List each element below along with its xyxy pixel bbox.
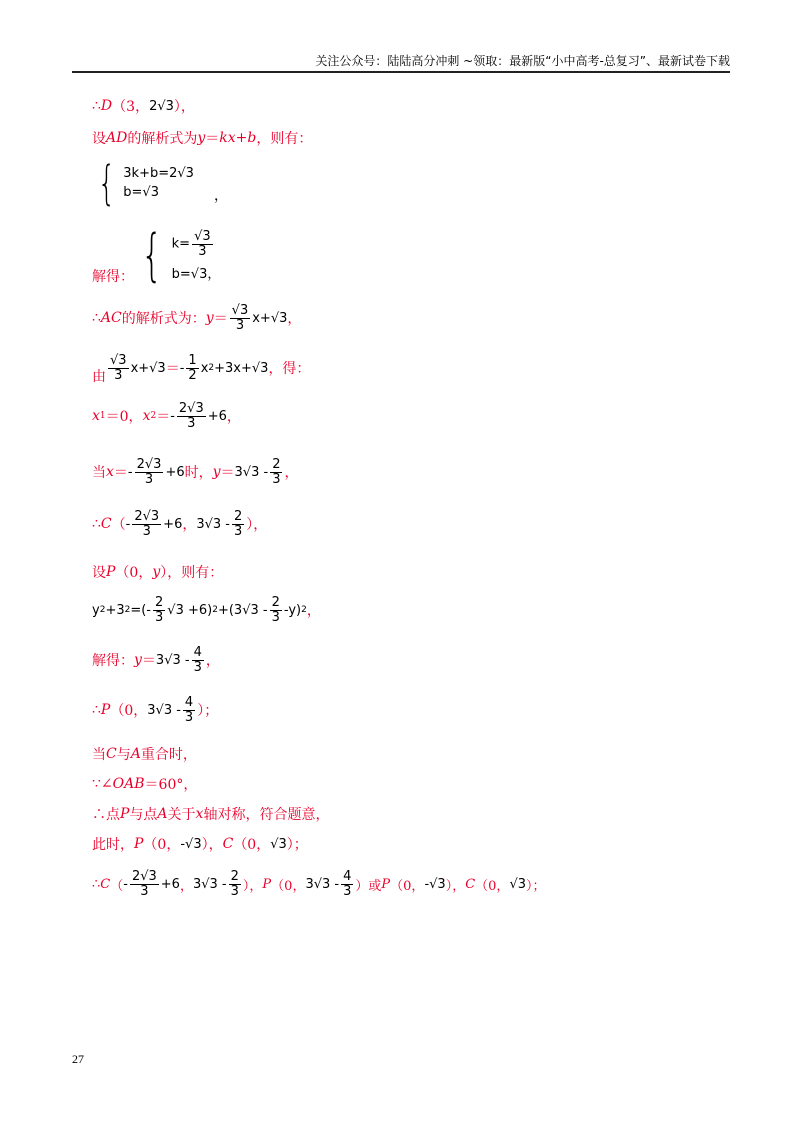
text: b=√3 <box>171 266 208 282</box>
text: ＝60°， <box>144 777 198 793</box>
solve-label: 解得： <box>92 269 134 285</box>
equals: ＝ <box>165 361 180 377</box>
text: 当 <box>92 465 106 482</box>
minus: - <box>127 464 133 480</box>
exponent: 2 <box>212 605 218 616</box>
numerator: 2√3 <box>178 401 204 416</box>
math-term: +6 <box>163 516 183 532</box>
equation: 3k+b=2√3 <box>123 166 194 181</box>
equation: b=√3 <box>123 185 159 200</box>
denominator: 3 <box>193 659 202 675</box>
left-brace: { <box>141 223 163 288</box>
math-term: +6 <box>165 464 185 480</box>
math-term: +6 <box>160 876 180 892</box>
solution-line-10 <box>92 562 223 582</box>
point-label: C <box>465 876 476 892</box>
text: ）， <box>242 878 263 894</box>
solution-line-17 <box>92 834 308 854</box>
solution-line-1 <box>92 96 195 116</box>
denominator: 3 <box>271 609 280 625</box>
text: ，得： <box>268 361 311 377</box>
text: （0， <box>110 703 148 720</box>
point-label: P <box>262 876 272 892</box>
numerator: 2 <box>230 869 239 884</box>
therefore-symbol: ∴ <box>92 310 101 327</box>
subscript: 2 <box>150 411 157 422</box>
math-term: 3√3 - <box>196 516 230 532</box>
denominator: 3 <box>235 317 245 333</box>
text: 当 <box>92 747 106 763</box>
solution-line-5 <box>92 304 301 332</box>
comma: ， <box>226 409 241 426</box>
text: ，则有： <box>256 131 313 147</box>
text: ）， <box>445 878 466 894</box>
solution-line-6 <box>92 350 310 386</box>
math-value: 2√3 <box>149 98 174 114</box>
text: 关于 <box>167 807 196 823</box>
numerator: 2√3 <box>134 509 160 524</box>
text: （0， <box>475 878 510 894</box>
math-term: 3√3 - <box>147 702 181 718</box>
angle-label: OAB <box>112 776 145 792</box>
math-term: 3√3 - <box>192 876 227 892</box>
math-term: x+√3 <box>252 310 288 326</box>
therefore-symbol: ∴ <box>92 516 101 533</box>
var-kx: kx <box>219 130 236 146</box>
equals: ＝ <box>205 131 220 147</box>
math-term: -y) <box>283 602 302 618</box>
text: 的解析式为 <box>127 131 198 147</box>
solution-line-11 <box>92 596 321 624</box>
solution-line-18 <box>92 870 546 898</box>
math-term: x <box>200 360 209 376</box>
segment-label: AD <box>106 130 128 146</box>
denominator: 3 <box>140 883 149 899</box>
subscript: 1 <box>99 411 106 422</box>
solution-line-13 <box>92 696 218 724</box>
paren-open: （ <box>111 517 126 534</box>
var-x: x <box>195 806 204 822</box>
numerator: 4 <box>184 695 194 710</box>
text: （0， <box>233 837 271 853</box>
numerator: 4 <box>343 869 352 884</box>
denominator: 3 <box>272 471 281 487</box>
equation-system-2 <box>92 223 221 288</box>
denominator: 3 <box>114 367 123 383</box>
comma: ， <box>284 465 299 482</box>
var-x: x <box>142 408 151 425</box>
point-label: C <box>222 836 234 852</box>
minus: - <box>179 360 185 376</box>
comma: ， <box>287 311 302 328</box>
text: ）； <box>286 837 308 853</box>
point-label: A <box>157 806 168 822</box>
text: ），则有： <box>160 565 224 581</box>
math-term: y <box>92 602 100 618</box>
point-label: C <box>100 876 111 892</box>
denominator: 3 <box>142 523 151 539</box>
equals: ＝ <box>213 311 228 328</box>
math-term: 3√3 - <box>234 464 269 480</box>
minus: - <box>125 516 131 532</box>
header-rule <box>72 71 730 73</box>
text: 此时， <box>92 837 134 853</box>
text: 与点 <box>129 807 158 823</box>
comma: ， <box>205 653 220 670</box>
therefore-symbol: ∴ <box>92 98 101 114</box>
point-label: P <box>106 564 116 580</box>
numerator: 2√3 <box>131 869 157 884</box>
denominator: 3 <box>184 709 194 725</box>
equals: ＝ <box>113 465 128 482</box>
solution-line-8 <box>92 458 298 486</box>
solution-line-7 <box>92 402 241 430</box>
math-term: +6 <box>207 408 227 424</box>
text: （0， <box>271 878 306 894</box>
solution-line-2 <box>92 128 312 148</box>
paren-close: ）， <box>246 517 268 534</box>
equals: ＝ <box>156 409 171 426</box>
denominator: 3 <box>234 523 243 539</box>
solution-line-9 <box>92 510 267 538</box>
because-angle-symbol: ∵∠ <box>92 776 113 792</box>
text: ）； <box>197 703 219 720</box>
var-y: y <box>205 310 214 327</box>
point-label: C <box>100 516 112 533</box>
paren-close: ）， <box>173 99 195 115</box>
text: 设 <box>92 565 106 581</box>
text: （0， <box>115 565 153 581</box>
point-label: P <box>381 876 391 892</box>
math-term: √3 <box>270 836 287 852</box>
math-term: -√3 <box>424 876 446 892</box>
numerator: 2 <box>155 595 164 610</box>
equals: ＝ <box>220 465 235 482</box>
comma: ， <box>182 517 197 534</box>
equation-k <box>172 230 221 258</box>
exponent: 2 <box>124 605 131 616</box>
var-b: b <box>247 130 257 146</box>
var-x: x <box>92 408 100 425</box>
denominator: 3 <box>343 883 352 899</box>
exponent: 2 <box>99 605 106 616</box>
math-term: =(- <box>130 602 151 618</box>
numerator: 2 <box>271 595 280 610</box>
point-label: P <box>120 806 130 822</box>
denominator: 2 <box>188 367 197 383</box>
text: 的解析式为： <box>121 311 206 328</box>
page-number: 27 <box>72 1052 84 1066</box>
denominator: 3 <box>230 883 239 899</box>
comma: ， <box>207 266 221 282</box>
solution-line-12 <box>92 646 220 674</box>
minus: - <box>123 876 128 892</box>
paren-open: （ <box>110 878 124 894</box>
point-label: A <box>130 746 141 762</box>
solution-line-15 <box>92 774 197 794</box>
segment-label: AC <box>100 310 122 327</box>
math-term: x+√3 <box>130 360 166 376</box>
text: ）或 <box>355 878 382 894</box>
numerator: 4 <box>193 645 202 660</box>
plus: + <box>235 130 248 146</box>
math-term: +3 <box>105 602 125 618</box>
numerator: 2 <box>272 457 281 472</box>
paren-open: （3， <box>112 99 150 115</box>
var-y: y <box>212 464 221 481</box>
math-term: +3x+√3 <box>214 360 269 376</box>
comma: ， <box>213 188 228 204</box>
numerator: 2 <box>234 509 243 524</box>
text: 时， <box>184 465 213 482</box>
point-label: P <box>134 836 144 852</box>
var-y: y <box>134 652 142 669</box>
math-term: +(3√3 - <box>217 602 268 618</box>
text: ∴点 <box>92 807 120 823</box>
numerator: 2√3 <box>136 457 162 472</box>
text: ＝0， <box>105 409 143 426</box>
numerator: √3 <box>231 303 249 318</box>
math-term: 3√3 - <box>305 876 340 892</box>
equation-b <box>172 263 221 282</box>
text: 由 <box>92 369 106 385</box>
numerator: √3 <box>110 352 127 368</box>
point-label: P <box>100 702 111 719</box>
text: 轴对称，符合题意， <box>203 807 330 823</box>
minus: - <box>170 408 175 424</box>
exponent: 2 <box>301 605 307 616</box>
therefore-symbol: ∴ <box>92 702 101 719</box>
var-x: x <box>106 464 114 481</box>
text: ）， <box>201 837 223 853</box>
text: ）； <box>526 878 546 894</box>
text: k= <box>171 237 191 252</box>
text: （0， <box>390 878 425 894</box>
solution-line-16 <box>92 804 329 824</box>
equals: ＝ <box>141 653 156 670</box>
left-brace: { <box>97 156 116 210</box>
math-term: √3 <box>509 876 526 892</box>
text: （0， <box>143 837 181 853</box>
denominator: 3 <box>144 471 154 487</box>
exponent: 2 <box>208 363 215 373</box>
var-y: y <box>197 130 206 146</box>
denominator: 3 <box>198 244 207 259</box>
point-label: C <box>106 746 117 762</box>
denominator: 3 <box>155 609 164 625</box>
text: 重合时， <box>140 747 197 763</box>
math-term: 3√3 - <box>155 652 190 668</box>
text: 设 <box>92 131 106 147</box>
therefore-symbol: ∴ <box>92 876 101 892</box>
comma: ， <box>306 603 321 620</box>
var-y: y <box>152 564 161 580</box>
solve-label: 解得： <box>92 653 134 670</box>
text: 与 <box>116 747 131 763</box>
comma: ， <box>179 878 193 894</box>
page-header: 关注公众号：陆陆高分冲刺 ~领取：最新版“小中高考-总复习”、最新试卷下载 <box>315 54 730 68</box>
numerator: √3 <box>194 229 211 245</box>
point-label: D <box>100 98 113 114</box>
solution-line-14 <box>92 744 197 764</box>
equation-system-1 <box>92 156 228 210</box>
math-term: √3 +6) <box>167 602 213 618</box>
math-term: -√3 <box>180 836 202 852</box>
numerator: 1 <box>188 352 197 368</box>
denominator: 3 <box>187 415 196 431</box>
